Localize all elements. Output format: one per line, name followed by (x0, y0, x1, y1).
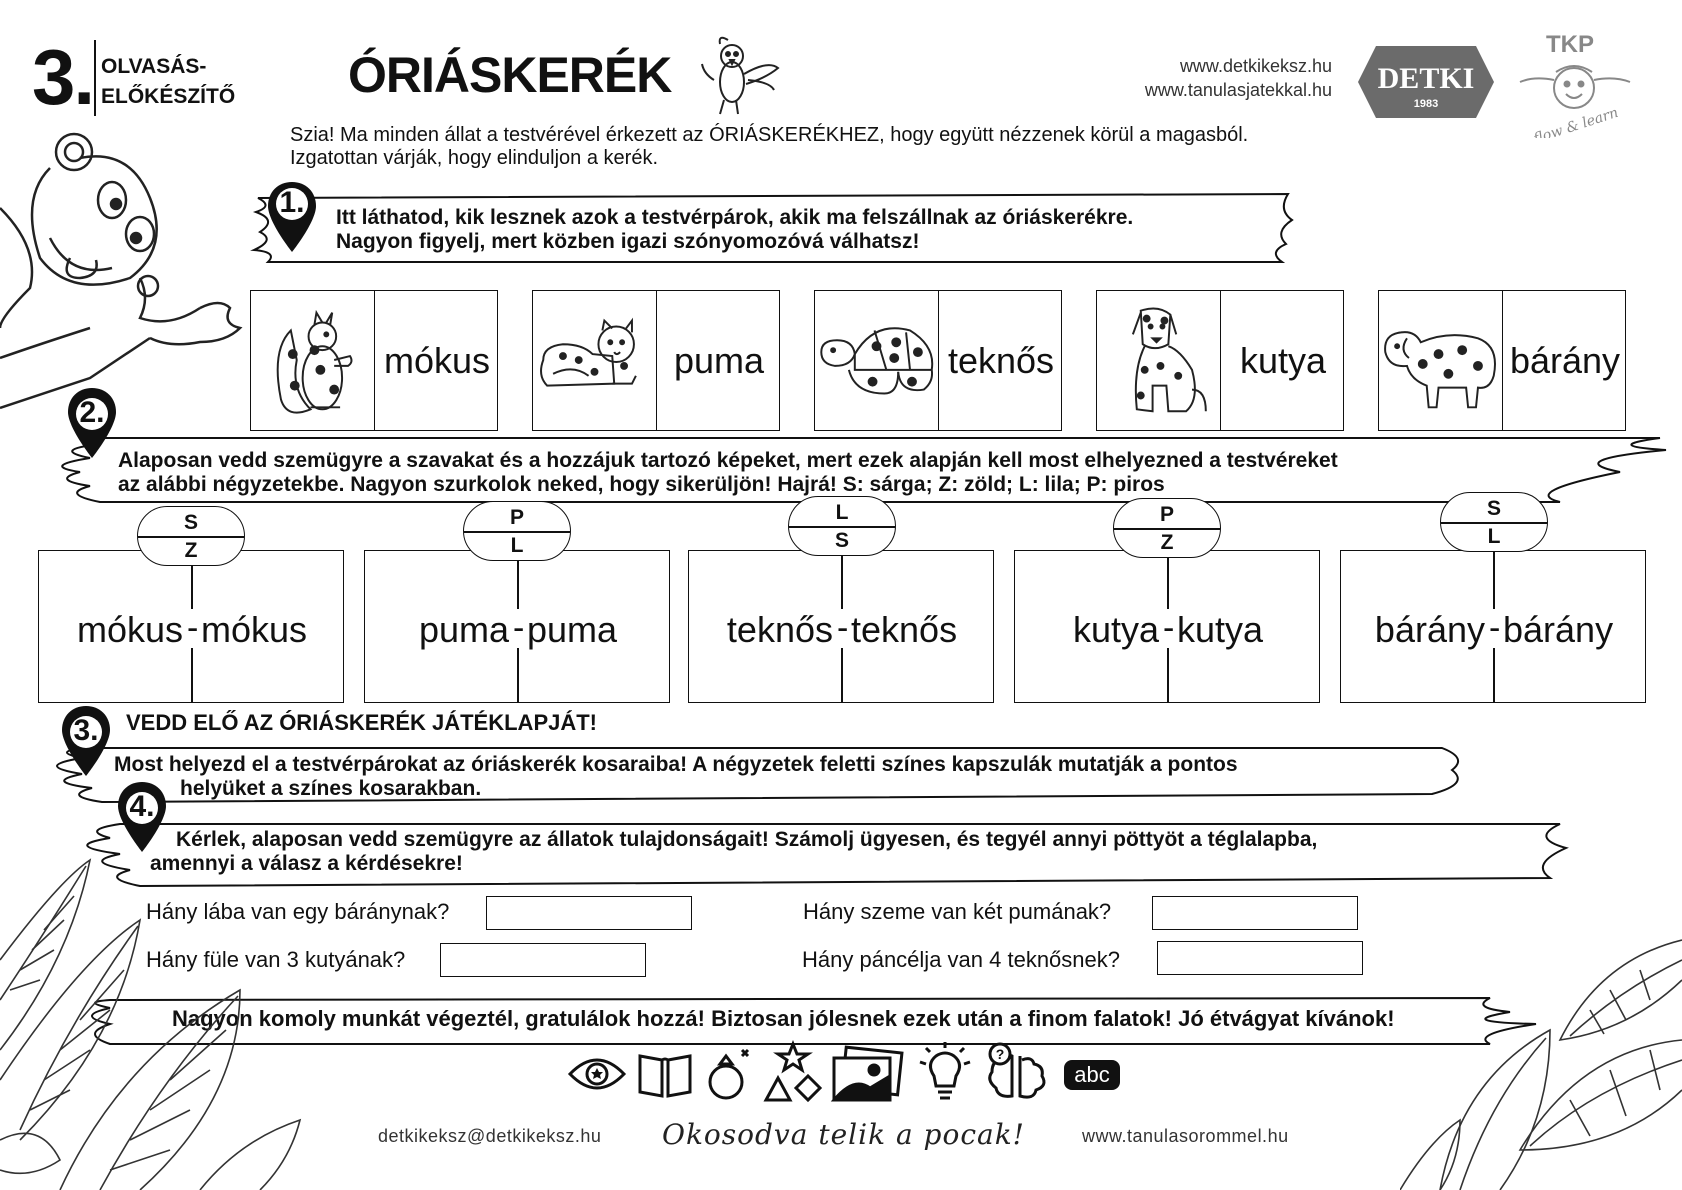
bird-icon (688, 30, 784, 120)
capsule-bottom-letter: Z (184, 539, 198, 562)
pair-word-left: mókus (76, 609, 183, 650)
pair-box-lamb (1340, 550, 1646, 703)
animal-card-turtle (814, 290, 1062, 431)
animal-word: puma (673, 339, 765, 381)
pair-dash: - (513, 609, 525, 647)
capsule-bottom-letter: S (834, 529, 849, 552)
answer-box-lamb-legs[interactable] (486, 896, 692, 930)
step-3-text (114, 753, 1238, 801)
final-message: Nagyon komoly munkát végeztél, gratulálok hozzá! Biztosan jólesnek ezek után a finom falatok! Jó étvágyat kívánok! (172, 1006, 1395, 1031)
puma-icon (533, 291, 657, 430)
pair-word-left: puma (418, 609, 509, 650)
capsule-top-letter: S (183, 511, 198, 534)
step-1-line-2: Nagyon figyelj, mert közben igazi szónyomozóvá válhatsz! (336, 230, 920, 253)
pair-box-squirrel (38, 550, 344, 703)
step-1-number: 1. (279, 186, 305, 219)
step-2-pin (66, 386, 118, 460)
capsule-bottom-letter: Z (1160, 531, 1174, 554)
step-3-line-1: Most helyezd el a testvérpárokat az óriáskerék kosaraiba! A négyzetek feletti színes kapszulák mutatják a pontos (114, 753, 1238, 776)
logo-text: DETKI (1377, 62, 1475, 95)
svg-text:?: ? (995, 1046, 1005, 1062)
color-capsule (137, 506, 245, 566)
pair-dash: - (1163, 609, 1175, 647)
step-4-line-2: amennyi a válasz a kérdésekre! (150, 852, 463, 875)
book-icon (634, 1040, 696, 1106)
question-turtle-shells: Hány páncélja van 4 teknősnek? (802, 947, 1120, 972)
logo-year: 1983 (1413, 98, 1439, 110)
animal-word: bárány (1509, 339, 1621, 381)
pair-dash: - (187, 609, 199, 647)
animal-card-dog (1096, 290, 1344, 431)
abc-icon: abc (1064, 1060, 1120, 1090)
grade-label-line1: OLVASÁS- (101, 55, 207, 78)
grade-divider (94, 40, 96, 116)
footer-slogan: Okosodva telik a pocak! (662, 1118, 1025, 1151)
brain-icon (982, 1040, 1052, 1106)
step-2-line-1: Alaposan vedd szemügyre a szavakat és a hozzájuk tartozó képeket, mert ezek alapján kell most elhelyezned a testvéreket (118, 449, 1338, 472)
capsule-bottom-letter: L (510, 534, 524, 557)
intro-text (290, 124, 1248, 170)
eye-icon (566, 1040, 628, 1106)
step-1-text (336, 206, 1133, 254)
step-1-line-1: Itt láthatod, kik lesznek azok a testvérpárok, akik ma felszállnak az óriáskerékre. (336, 206, 1134, 229)
question-puma-eyes: Hány szeme van két pumának? (803, 899, 1112, 924)
answer-box-dog-ears[interactable] (440, 943, 646, 977)
pair-box-turtle (688, 550, 994, 703)
pair-word-right: mókus (201, 609, 308, 650)
grade-label-line2: ELŐKÉSZÍTŐ (101, 85, 236, 108)
step-1-pin (266, 180, 318, 254)
pair-box-dog (1014, 550, 1320, 703)
picture-icon (830, 1040, 904, 1106)
tkp-text: TKP (1546, 31, 1594, 58)
leaf-decoration-left-icon (0, 840, 320, 1190)
lightbulb-icon (914, 1040, 976, 1106)
lamb-icon (1379, 291, 1503, 430)
color-capsule (1440, 492, 1548, 552)
color-capsule (1113, 498, 1221, 558)
animal-card-lamb (1378, 290, 1626, 431)
pair-word-right: teknős (851, 609, 958, 650)
question-lamb-legs: Hány lába van egy báránynak? (146, 899, 450, 924)
pair-word-right: bárány (1503, 609, 1614, 650)
color-capsule (788, 496, 896, 556)
shapes-icon (762, 1040, 824, 1106)
pair-box-puma (364, 550, 670, 703)
ring-icon (698, 1040, 760, 1106)
leaf-decoration-right-icon (1400, 920, 1682, 1190)
question-dog-ears: Hány füle van 3 kutyának? (146, 947, 406, 972)
monkey-icon (0, 128, 252, 440)
step-2-number: 2. (79, 396, 105, 429)
header-url-2[interactable]: www.tanulasjatekkal.hu (1144, 80, 1332, 100)
dog-icon (1097, 291, 1221, 430)
intro-line-2: Izgatottan várják, hogy elinduljon a kerék. (290, 147, 658, 169)
capsule-top-letter: S (1486, 497, 1501, 520)
step-4-text (150, 828, 1317, 876)
animal-card-puma (532, 290, 780, 431)
capsule-top-letter: P (1159, 503, 1174, 526)
color-capsule (463, 501, 571, 561)
answer-box-turtle-shells[interactable] (1157, 941, 1363, 975)
header-url-1[interactable]: www.detkikeksz.hu (1179, 56, 1332, 76)
step-4-number: 4. (129, 790, 155, 823)
tkp-logo (1514, 30, 1638, 138)
grade-label (101, 52, 235, 112)
step-3-line-2: helyüket a színes kosarakban. (180, 777, 482, 800)
pair-word-right: kutya (1177, 609, 1264, 650)
animal-word: teknős (947, 339, 1055, 381)
squirrel-icon (251, 291, 375, 430)
capsule-bottom-letter: L (1487, 525, 1501, 548)
detki-logo (1356, 40, 1496, 124)
step-2-line-2: az alábbi négyzetekbe. Nagyon szurkolok neked, hogy sikerüljön! Hajrá! S: sárga; Z: zöld; L: lila; P: piros (118, 473, 1165, 496)
step-3-heading: VEDD ELŐ AZ ÓRIÁSKERÉK JÁTÉKLAPJÁT! (126, 710, 598, 735)
pair-word-left: teknős (726, 609, 833, 650)
animal-word: kutya (1239, 339, 1327, 381)
step-3-pin (60, 704, 112, 778)
capsule-top-letter: P (509, 506, 524, 529)
header-urls (1080, 54, 1332, 102)
answer-box-puma-eyes[interactable] (1152, 896, 1358, 930)
animal-word: mókus (383, 339, 491, 381)
footer-email[interactable]: detkikeksz@detkikeksz.hu (378, 1126, 602, 1146)
pair-word-left: bárány (1374, 609, 1485, 650)
footer-website[interactable]: www.tanulasorommel.hu (1082, 1126, 1289, 1146)
tkp-tagline: flow & learn (1531, 104, 1621, 138)
pair-word-left: kutya (1072, 609, 1159, 650)
step-3-number: 3. (73, 714, 99, 747)
page-title: ÓRIÁSKERÉK (348, 47, 672, 103)
capsule-top-letter: L (835, 501, 849, 524)
intro-line-1: Szia! Ma minden állat a testvérével érkezett az ÓRIÁSKERÉKHEZ, hogy együtt nézzenek körül a magasból. (290, 124, 1249, 146)
grade-number: 3. (32, 33, 94, 121)
animal-card-squirrel (250, 290, 498, 431)
step-4-line-1: Kérlek, alaposan vedd szemügyre az állatok tulajdonságait! Számolj ügyesen, és tegyél annyi pöttyöt a téglalapba, (176, 828, 1318, 851)
pair-dash: - (837, 609, 849, 647)
turtle-icon (815, 291, 939, 430)
pair-word-right: puma (527, 609, 618, 650)
pair-dash: - (1489, 609, 1501, 647)
footer-icons (566, 1040, 1122, 1110)
step-2-text (118, 449, 1338, 497)
